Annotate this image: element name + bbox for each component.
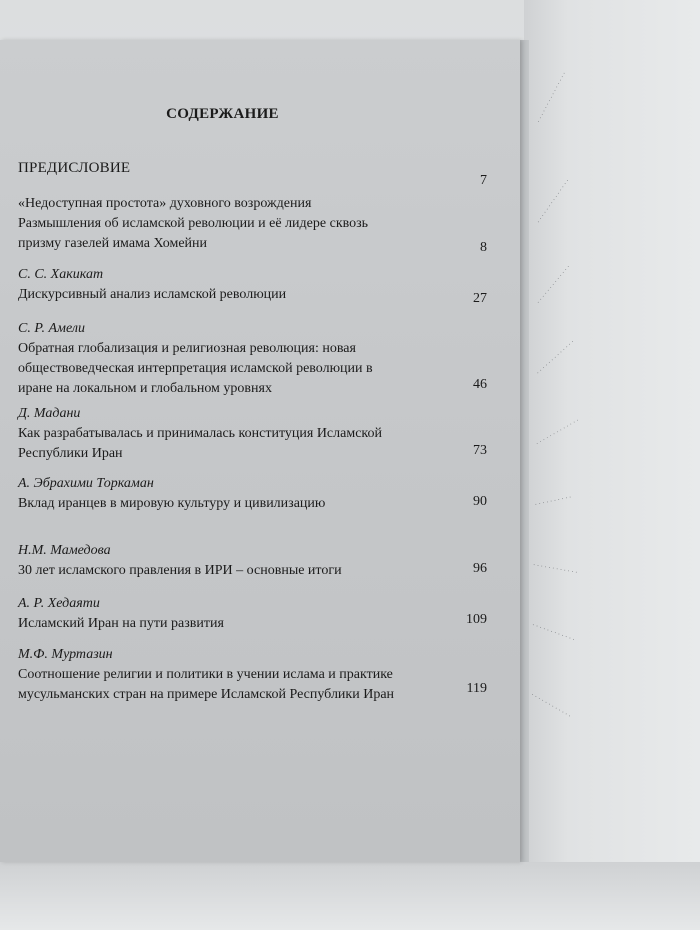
page-number: 109 — [466, 612, 487, 627]
faint-text: . . . . . . . . . . . . — [532, 560, 579, 575]
entry-title-line: «Недоступная простота» духовного возрождения — [18, 196, 312, 211]
page-number: 96 — [473, 561, 487, 576]
contents-page — [0, 40, 520, 862]
page-number: 73 — [473, 443, 487, 458]
entry-title-line: Республики Иран — [18, 446, 123, 461]
facing-page — [524, 0, 700, 862]
entry-title-line: иране на локальном и глобальном уровнях — [18, 381, 272, 396]
page-number: 46 — [473, 377, 487, 392]
toc-entry — [18, 158, 488, 178]
page-number: 27 — [473, 291, 487, 306]
entry-title-line: 30 лет исламского правления в ИРИ – основные итоги — [18, 563, 342, 578]
faint-text: . . . . . . . . . . . . — [531, 620, 577, 642]
page-number: 119 — [466, 681, 487, 696]
faint-text: . . . . . . . . . . — [534, 492, 572, 507]
faint-text: . . . . . . . . . . . . . . . — [534, 70, 567, 124]
entry-author: С. Р. Амели — [18, 321, 85, 336]
page-number: 8 — [480, 240, 487, 255]
entry-title-line: Соотношение религии и политики в учении ислама и практике — [18, 667, 393, 682]
faint-text: . . . . . . . . . . . . . — [534, 262, 571, 305]
page-title: СОДЕРЖАНИЕ — [166, 106, 279, 122]
entry-author: М.Ф. Муртазин — [18, 647, 113, 662]
entry-author: Д. Мадани — [18, 406, 81, 421]
entry-title-line: ПРЕДИСЛОВИЕ — [18, 160, 131, 176]
entry-title-line: Дискурсивный анализ исламской революции — [18, 287, 287, 302]
entry-author: С. С. Хакикат — [18, 267, 104, 282]
toc-entry — [18, 265, 488, 305]
entry-title-line: обществоведческая интерпретация исламской революции в — [18, 361, 373, 376]
entry-title-line: мусульманских стран на примере Исламской Республики Иран — [18, 687, 395, 702]
entry-title-line: Обратная глобализация и религиозная революция: новая — [18, 341, 356, 356]
toc-entry — [18, 194, 488, 254]
page-number: 90 — [473, 494, 487, 509]
toc-entry — [18, 645, 488, 705]
toc-entry — [18, 319, 488, 399]
entry-author: А. Р. Хедаяти — [18, 596, 100, 611]
entry-title-line: призму газелей имама Хомейни — [18, 236, 208, 251]
toc-entry — [18, 404, 488, 464]
table-surface — [0, 862, 700, 930]
entry-title-line: Вклад иранцев в мировую культуру и цивилизацию — [18, 496, 326, 511]
toc-entry — [18, 474, 488, 514]
toc-entry — [18, 594, 488, 634]
page-number: 7 — [480, 173, 487, 188]
entry-author: Н.М. Мамедова — [18, 543, 111, 558]
faint-text: . . . . . . . . . . . . . — [534, 415, 580, 447]
entry-title-line: Как разрабатывалась и принималась конституция Исламской — [18, 426, 382, 441]
faint-text: . . . . . . . . . . . . . — [534, 337, 575, 376]
faint-text: . . . . . . . . . . . . — [530, 690, 573, 719]
toc-entry — [18, 541, 488, 581]
entry-title-line: Исламский Иран на пути развития — [18, 616, 224, 631]
entry-author: А. Эбрахими Торкаман — [18, 476, 154, 491]
faint-text: . . . . . . . . . . . . . . — [534, 176, 570, 225]
entry-title-line: Размышления об исламской революции и её лидере сквозь — [18, 216, 369, 231]
